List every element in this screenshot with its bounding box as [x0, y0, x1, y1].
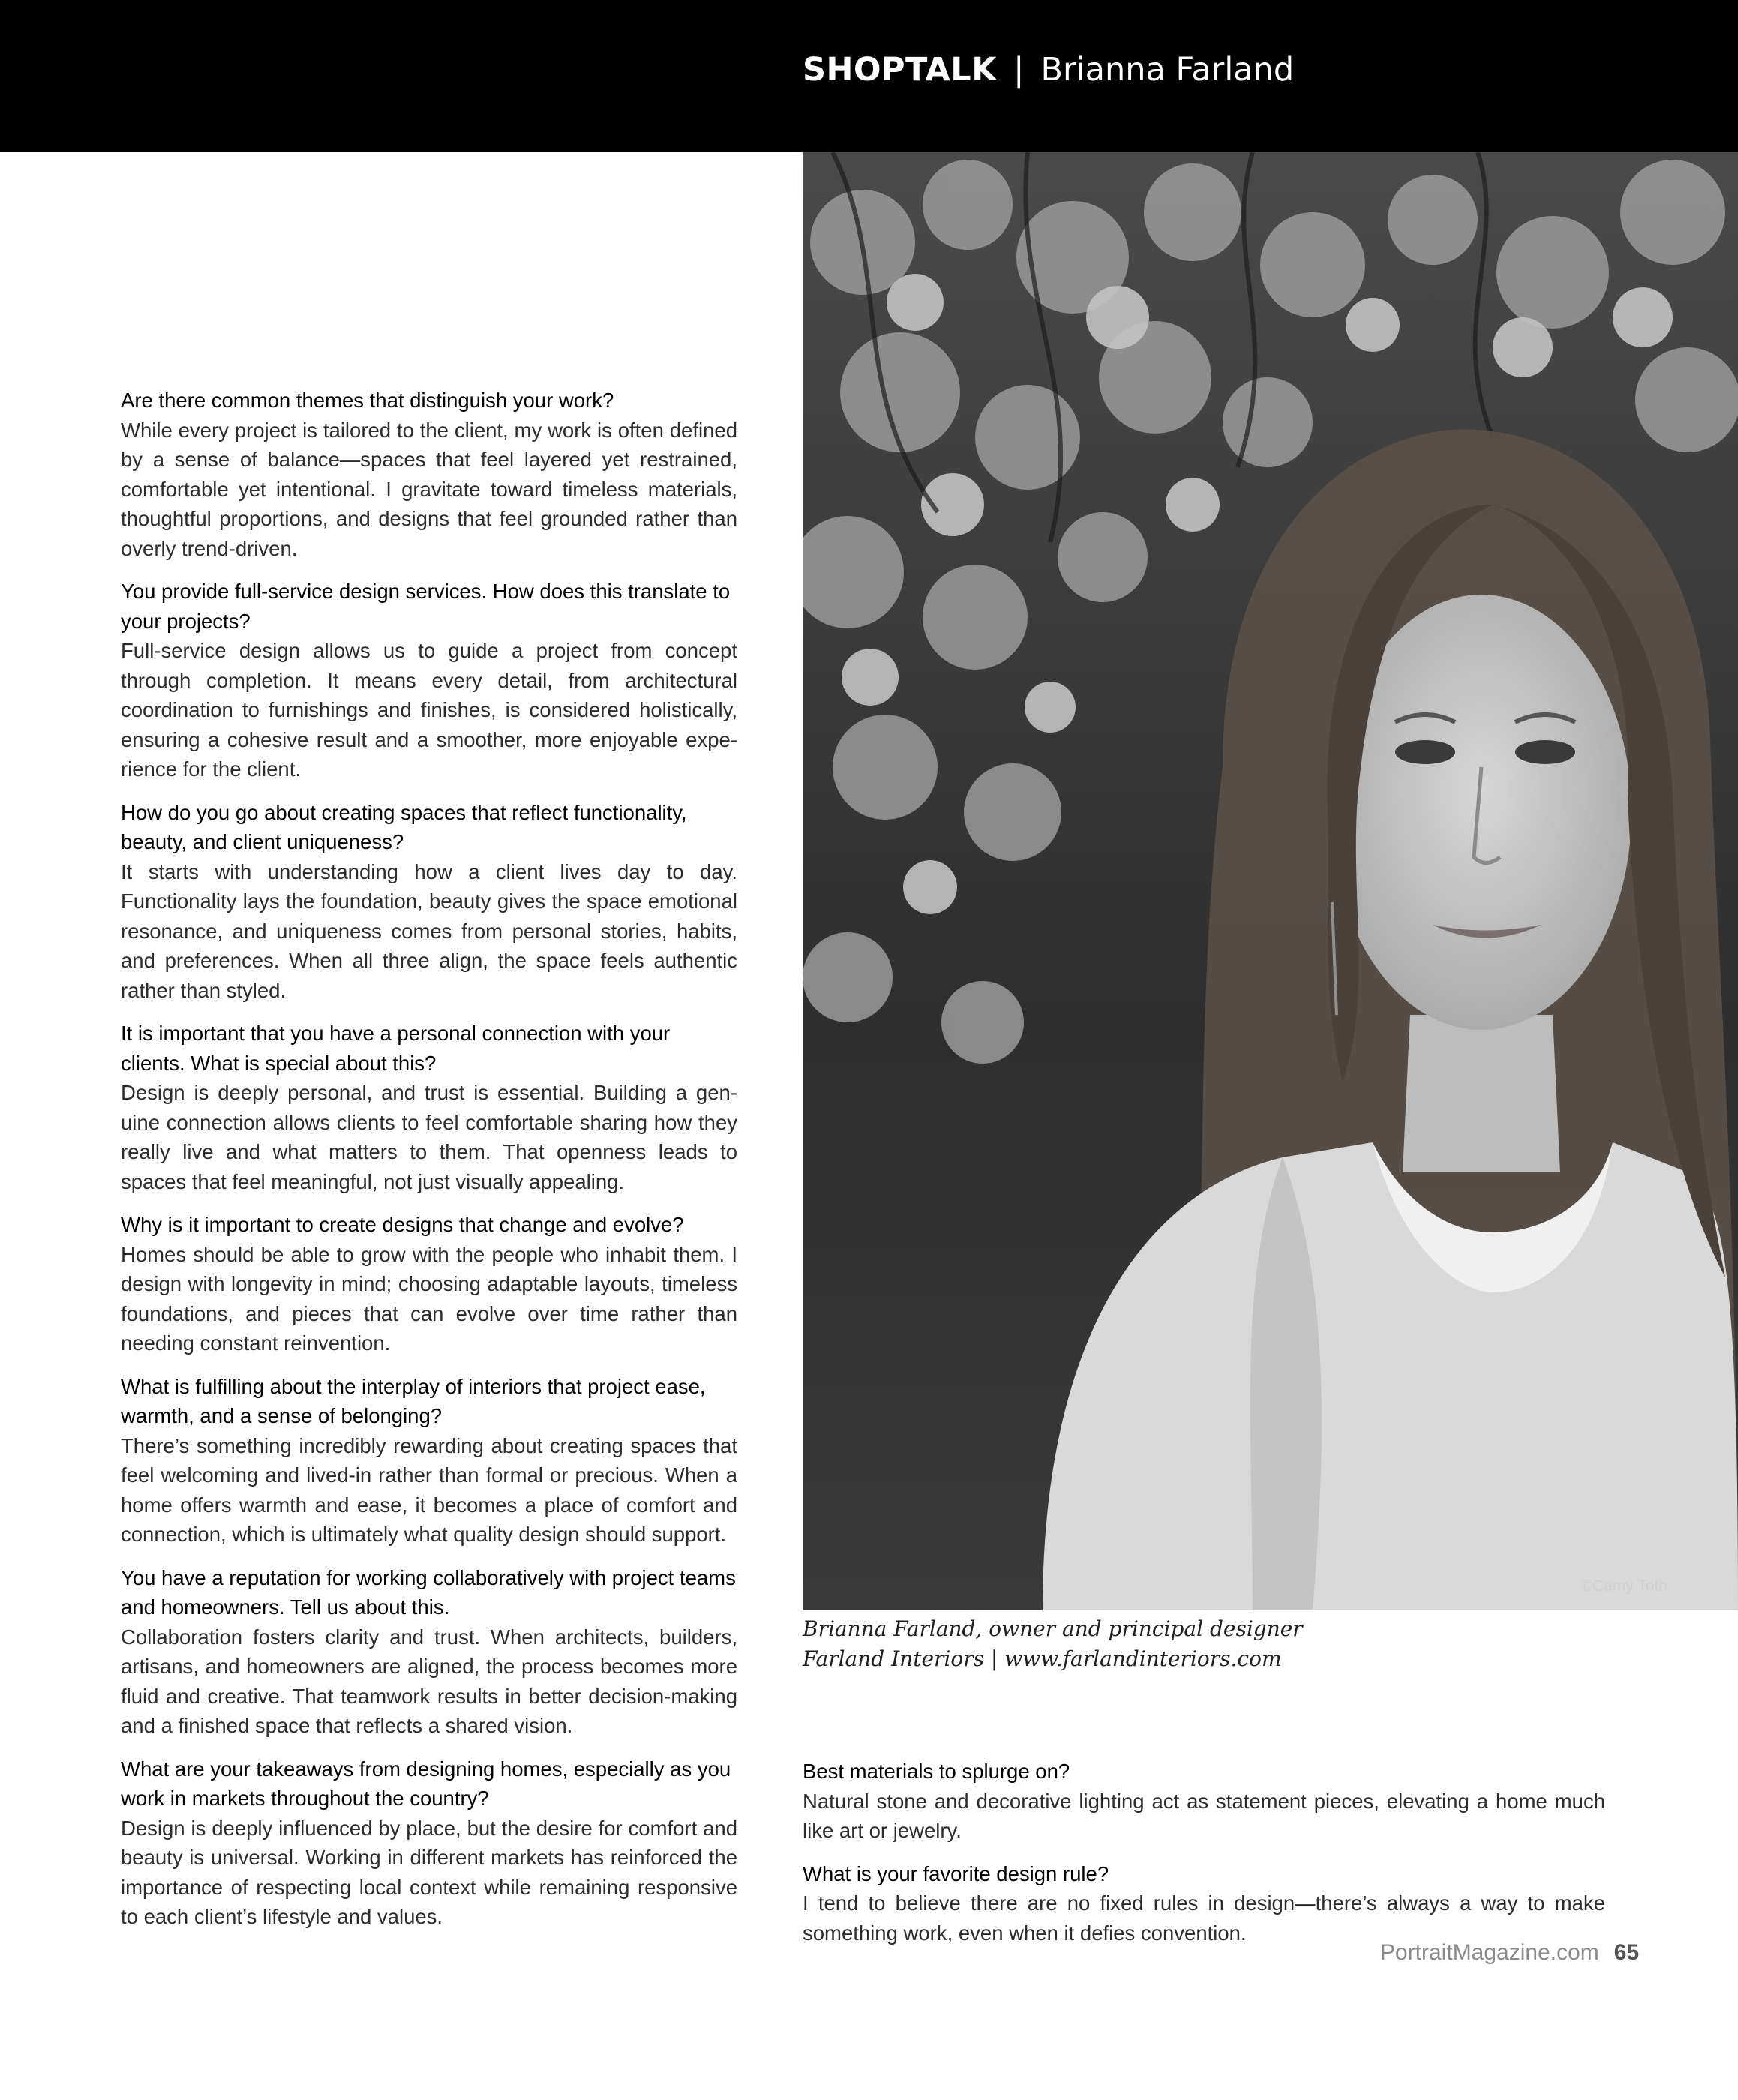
- qa-block: [121, 798, 737, 1006]
- qa-block: [121, 1018, 737, 1196]
- answer: Natural stone and decorative lighting act as statement pieces, elevating a home much like art or jewelry.: [803, 1789, 1605, 1842]
- qa-block: [121, 1754, 737, 1932]
- answer: Collaboration fosters clarity and trust. When architects, builders, artisans, and homeowners are aligned, the process becomes more fluid and creative. That teamwork results in better decision-making and a finished space that reflects a shared vision.: [121, 1624, 737, 1737]
- question: You provide full-service design services. How does this translate to your projects?: [121, 580, 731, 633]
- qa-block: [121, 386, 737, 563]
- page-number: 65: [1613, 1940, 1640, 1965]
- answer: I tend to believe there are no fixed rules in design—there’s always a way to make something work, even when it defies convention.: [803, 1892, 1605, 1945]
- photo-credit: ©Camy Toth: [1580, 1577, 1667, 1594]
- qa-block: [121, 577, 737, 784]
- title-separator: |: [1013, 51, 1025, 88]
- footer-site: PortraitMagazine.com: [1380, 1940, 1599, 1965]
- subject-name: Brianna Farland: [1040, 51, 1295, 88]
- caption-line-1: Brianna Farland, owner and principal designer: [803, 1616, 1303, 1641]
- qa-block: [121, 1563, 737, 1741]
- portrait-photo: [803, 152, 1738, 1610]
- section-title: [803, 51, 1295, 88]
- answer: While every project is tailored to the client, my work is often defined by a sense of balance—spaces that feel layered yet restrained, comfortable yet intentional. I gravitate toward timeless materials, thoughtful proportions, and designs that feel grounded rather than overly trend-driven.: [121, 418, 737, 560]
- question: What are your takeaways from designing homes, especially as you work in markets throughout the country?: [121, 1756, 731, 1810]
- answer: There’s something incredibly rewarding about creating spaces that feel welcoming and lived-in rather than formal or precious. When a home offers warmth and ease, it becomes a place of comfort and connection, which is ultimately what quality design should support.: [121, 1433, 737, 1546]
- question: What is your favorite design rule?: [803, 1862, 1109, 1886]
- interview-column-right: [803, 1756, 1605, 1961]
- section-kicker: SHOPTALK: [803, 51, 998, 88]
- question: How do you go about creating spaces that reflect functionality, beauty, and client uniqueness?: [121, 800, 687, 854]
- question: Why is it important to create designs that change and evolve?: [121, 1213, 684, 1236]
- question: It is important that you have a personal connection with your clients. What is special about this?: [121, 1022, 671, 1075]
- answer: Homes should be able to grow with the people who inhabit them. I design with longevity in mind; choosing adaptable layouts, timeless foundations, and pieces that can evolve over time rather than needing constant reinvention.: [121, 1242, 737, 1354]
- portrait-illustration: [803, 152, 1738, 1610]
- question: Best materials to splurge on?: [803, 1760, 1070, 1783]
- answer: It starts with understanding how a client lives day to day. Functionality lays the foundation, beauty gives the space emotional resonance, and uniqueness comes from personal stories, habits, and preferences. When all three align, the space feels authentic rather than styled.: [121, 860, 737, 1002]
- qa-block: [121, 1372, 737, 1550]
- qa-block: [803, 1859, 1605, 1948]
- header-bar: [0, 0, 1738, 152]
- qa-block: [803, 1756, 1605, 1846]
- qa-block: [121, 1210, 737, 1358]
- question: You have a reputation for working collaboratively with project teams and homeowners. Tell us about this.: [121, 1565, 736, 1618]
- interview-column-left: [121, 386, 737, 1946]
- question: Are there common themes that distinguish your work?: [121, 388, 614, 412]
- question: What is fulfilling about the interplay of interiors that project ease, warmth, and a sense of belonging?: [121, 1374, 706, 1427]
- page-footer: [1380, 1940, 1639, 1966]
- answer: Design is deeply influenced by place, but the desire for comfort and beauty is universal. Working in different markets has reinforced the importance of respecting local context while remaining responsive to each client’s lifestyle and values.: [121, 1816, 737, 1928]
- answer: Design is deeply personal, and trust is essential. Building a genuine connection allows clients to feel comfortable sharing how they really live and what matters to them. That openness leads to spaces that feel meaningful, not just visually appealing.: [121, 1081, 737, 1193]
- answer: Full-service design allows us to guide a project from concept through completion. It means every detail, from architectural coordination to furnishings and finishes, is considered holistically, ensuring a cohesive result and a smoother, more enjoyable experience for the client.: [121, 639, 737, 781]
- photo-caption: [803, 1614, 1665, 1674]
- caption-line-2: Farland Interiors | www.farlandinteriors.com: [803, 1646, 1282, 1671]
